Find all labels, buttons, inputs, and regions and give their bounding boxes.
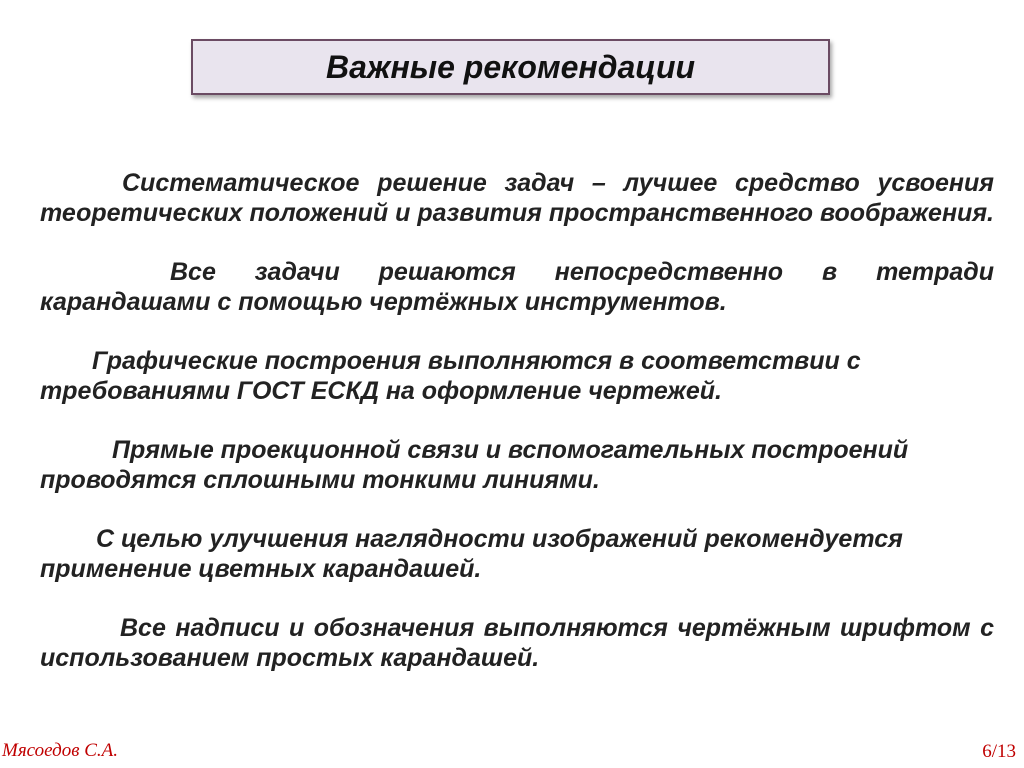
- page-number: 6/13: [982, 741, 1016, 762]
- recommendations-text: [40, 168, 994, 673]
- paragraph-3: Графические построения выполняются в соответствии с требованиями ГОСТ ЕСКД на оформление чертежей.: [40, 347, 861, 405]
- paragraph-2: Все задачи решаются непосредственно в тетради карандашами с помощью чертёжных инструментов.: [40, 258, 994, 316]
- paragraph-1: Систематическое решение задач – лучшее средство усвоения теоретических положений и развития пространственного воображения.: [40, 169, 994, 227]
- title-box: [191, 39, 830, 95]
- slide-title: Важные рекомендации: [325, 48, 696, 85]
- paragraph-4: Прямые проекционной связи и вспомогательных построений проводятся сплошными тонкими линиями.: [40, 436, 909, 494]
- footer-author: Мясоедов С.А.: [2, 740, 118, 761]
- paragraph-5: С целью улучшения наглядности изображений рекомендуется применение цветных карандашей.: [40, 525, 903, 583]
- paragraph-6: Все надписи и обозначения выполняются чертёжным шрифтом с использованием простых карандашей.: [40, 614, 994, 672]
